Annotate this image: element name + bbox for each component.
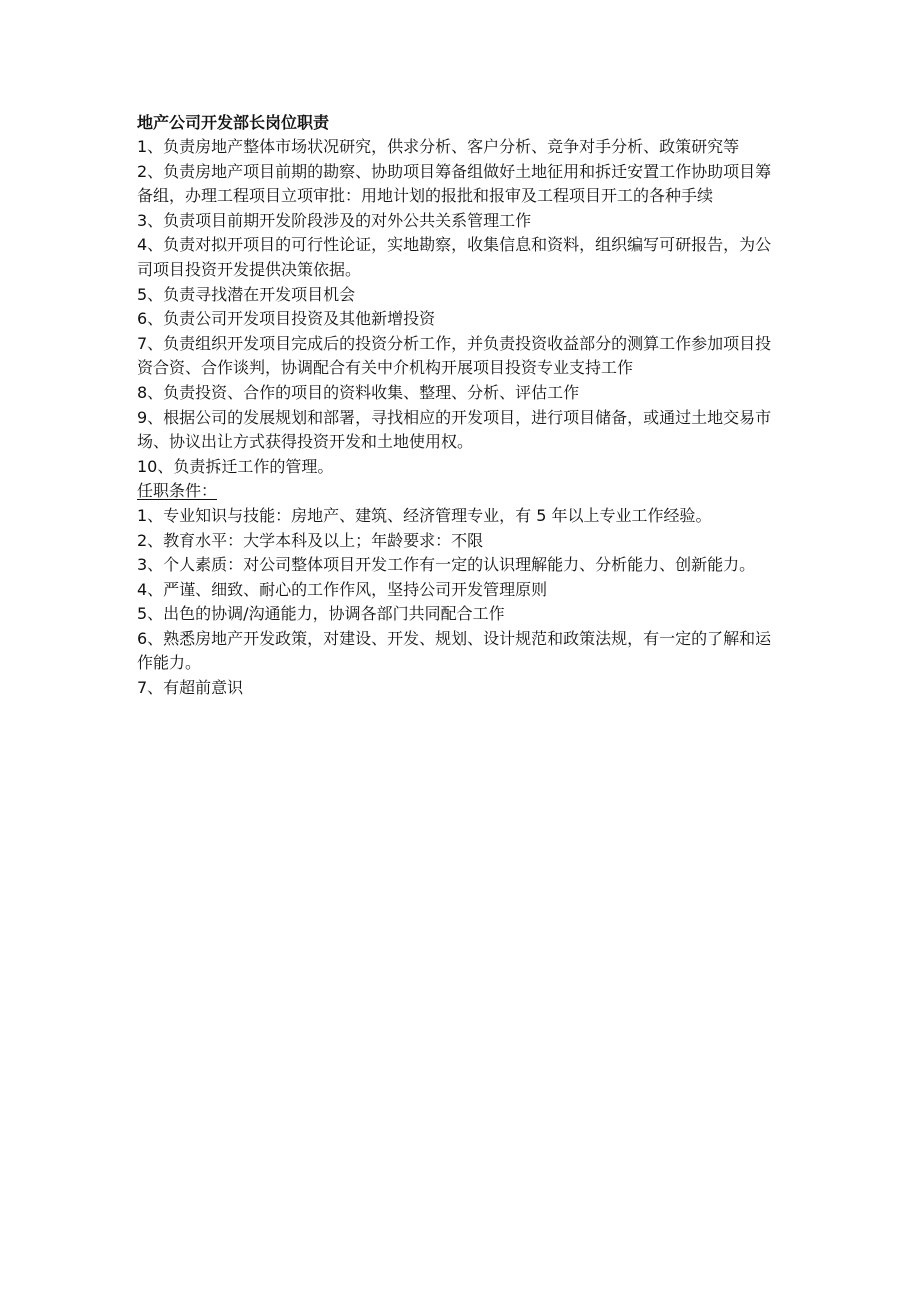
duty-item: 8、负责投资、合作的项目的资料收集、整理、分析、评估工作 bbox=[137, 382, 580, 402]
requirement-item: 3、个人素质：对公司整体项目开发工作有一定的认识理解能力、分析能力、创新能力。 bbox=[137, 555, 756, 575]
duties-list bbox=[137, 135, 787, 479]
duty-item: 1、负责房地产整体市场状况研究，供求分析、客户分析、竞争对手分析、政策研究等 bbox=[137, 137, 740, 156]
duty-item: 9、根据公司的发展规划和部署，寻找相应的开发项目，进行项目储备，或通过土地交易市场、协议出让方式获得投资开发和土地使用权。 bbox=[137, 407, 772, 452]
requirement-item: 7、有超前意识 bbox=[137, 678, 244, 698]
duty-item: 5、负责寻找潜在开发项目机会 bbox=[137, 284, 356, 304]
duty-item: 4、负责对拟开项目的可行性论证，实地勘察，收集信息和资料，组织编写可研报告，为公司项目投资开发提供决策依据。 bbox=[137, 235, 772, 279]
requirements-heading: 任职条件： bbox=[137, 481, 218, 501]
duty-item: 7、负责组织开发项目完成后的投资分析工作，并负责投资收益部分的测算工作参加项目投资合资、合作谈判，协调配合有关中介机构开展项目投资专业支持工作 bbox=[137, 333, 772, 378]
duty-item: 3、负责项目前期开发阶段涉及的对外公共关系管理工作 bbox=[137, 210, 532, 230]
requirement-item: 4、严谨、细致、耐心的工作作风，坚持公司开发管理原则 bbox=[137, 579, 548, 599]
requirement-item: 2、教育水平：大学本科及以上；年龄要求：不限 bbox=[137, 530, 484, 550]
duty-item: 2、负责房地产项目前期的勘察、协助项目筹备组做好土地征用和拆迁安置工作协助项目筹备组，办理工程项目立项审批：用地计划的报批和报审及工程项目开工的各种手续 bbox=[137, 161, 772, 206]
duty-item: 10、负责拆迁工作的管理。 bbox=[137, 456, 334, 476]
requirement-item: 5、出色的协调/沟通能力，协调各部门共同配合工作 bbox=[137, 604, 505, 624]
document-page bbox=[137, 110, 787, 701]
document-title: 地产公司开发部长岗位职责 bbox=[137, 113, 330, 132]
requirement-item: 1、专业知识与技能：房地产、建筑、经济管理专业，有 5 年以上专业工作经验。 bbox=[137, 505, 712, 525]
requirements-list bbox=[137, 504, 787, 701]
requirement-item: 6、熟悉房地产开发政策，对建设、开发、规划、设计规范和政策法规，有一定的了解和运作能力。 bbox=[137, 628, 772, 673]
duty-item: 6、负责公司开发项目投资及其他新增投资 bbox=[137, 309, 436, 329]
